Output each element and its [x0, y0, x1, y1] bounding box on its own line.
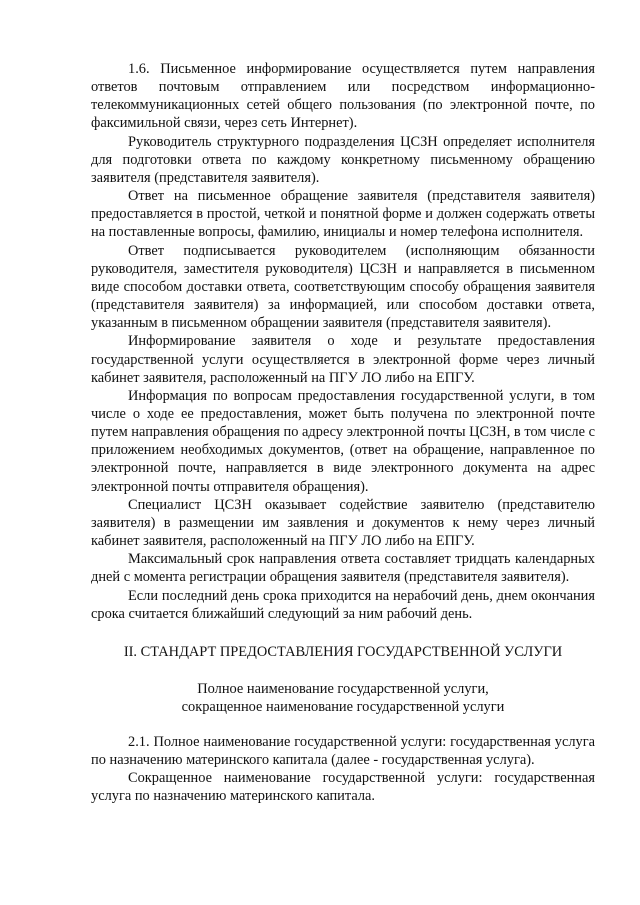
section-subtitle [91, 680, 595, 716]
paragraph-full-service-name: 2.1. Полное наименование государственной услуги: государственная услуга по назначению материнского капитала (далее - государственная услуга). [91, 733, 595, 768]
paragraph-email-information: Информация по вопросам предоставления государственной услуги, в том числе о ходе ее предоставления, может быть получена по электронной почте путем направления обращения по адресу электронной почты ЦСЗН, в том числе с приложением необходимых документов, (ответ на обращение, направленное по электронной почте, направляется в виде электронного документа на адрес электронной почты отправителя обращения). [91, 387, 595, 495]
paragraph-max-response-time: Максимальный срок направления ответа составляет тридцать календарных дней с момента регистрации обращения заявителя (представителя заявителя). [91, 551, 595, 586]
document-page [91, 60, 595, 805]
paragraph-electronic-informing: Информирование заявителя о ходе и результате предоставления государственной услуги осуществляется в электронной форме через личный кабинет заявителя, расположенный на ПГУ ЛО либо на ЕПГУ. [91, 333, 595, 386]
paragraph-specialist-assistance: Специалист ЦСЗН оказывает содействие заявителю (представителю заявителя) в размещении им заявления и документов к нему через личный кабинет заявителя, расположенный на ПГУ ЛО либо на ЕПГУ. [91, 496, 595, 550]
paragraph-head-assigns-executor: Руководитель структурного подразделения ЦСЗН определяет исполнителя для подготовки ответа по каждому конкретному письменному обращению заявителя (представителя заявителя). [91, 133, 595, 186]
paragraph-answer-form: Ответ на письменное обращение заявителя (представителя заявителя) предоставляется в простой, четкой и понятной форме и должен содержать ответы на поставленные вопросы, фамилию, инициалы и номер телефона исполнителя. [91, 188, 595, 241]
paragraph-short-service-name: Сокращенное наименование государственной услуги: государственная услуга по назначению материнского капитала. [91, 770, 595, 805]
paragraph-written-informing: 1.6. Письменное информирование осуществляется путем направления ответов почтовым отправлением или посредством информационно-телекоммуникационных сетей общего пользования (по электронной почте, по факсимильной связи, через сеть Интернет). [91, 61, 595, 132]
subtitle-line-2: сокращенное наименование государственной услуги [181, 698, 505, 715]
subtitle-line-1: Полное наименование государственной услуги, [197, 680, 489, 697]
section-title: II. СТАНДАРТ ПРЕДОСТАВЛЕНИЯ ГОСУДАРСТВЕННОЙ УСЛУГИ [123, 643, 563, 660]
paragraph-non-working-day: Если последний день срока приходится на нерабочий день, днем окончания срока считается ближайший следующий за ним рабочий день. [91, 587, 595, 622]
spacer [91, 716, 595, 733]
paragraph-answer-signed: Ответ подписывается руководителем (исполняющим обязанности руководителя, заместителя руководителя) ЦСЗН и направляется в письменном виде способом доставки ответа, соответствующим способу обращения заявителя (представителя заявителя) за информацией, или способом доставки ответа, указанным в письменном обращении заявителя (представителя заявителя). [91, 242, 595, 332]
